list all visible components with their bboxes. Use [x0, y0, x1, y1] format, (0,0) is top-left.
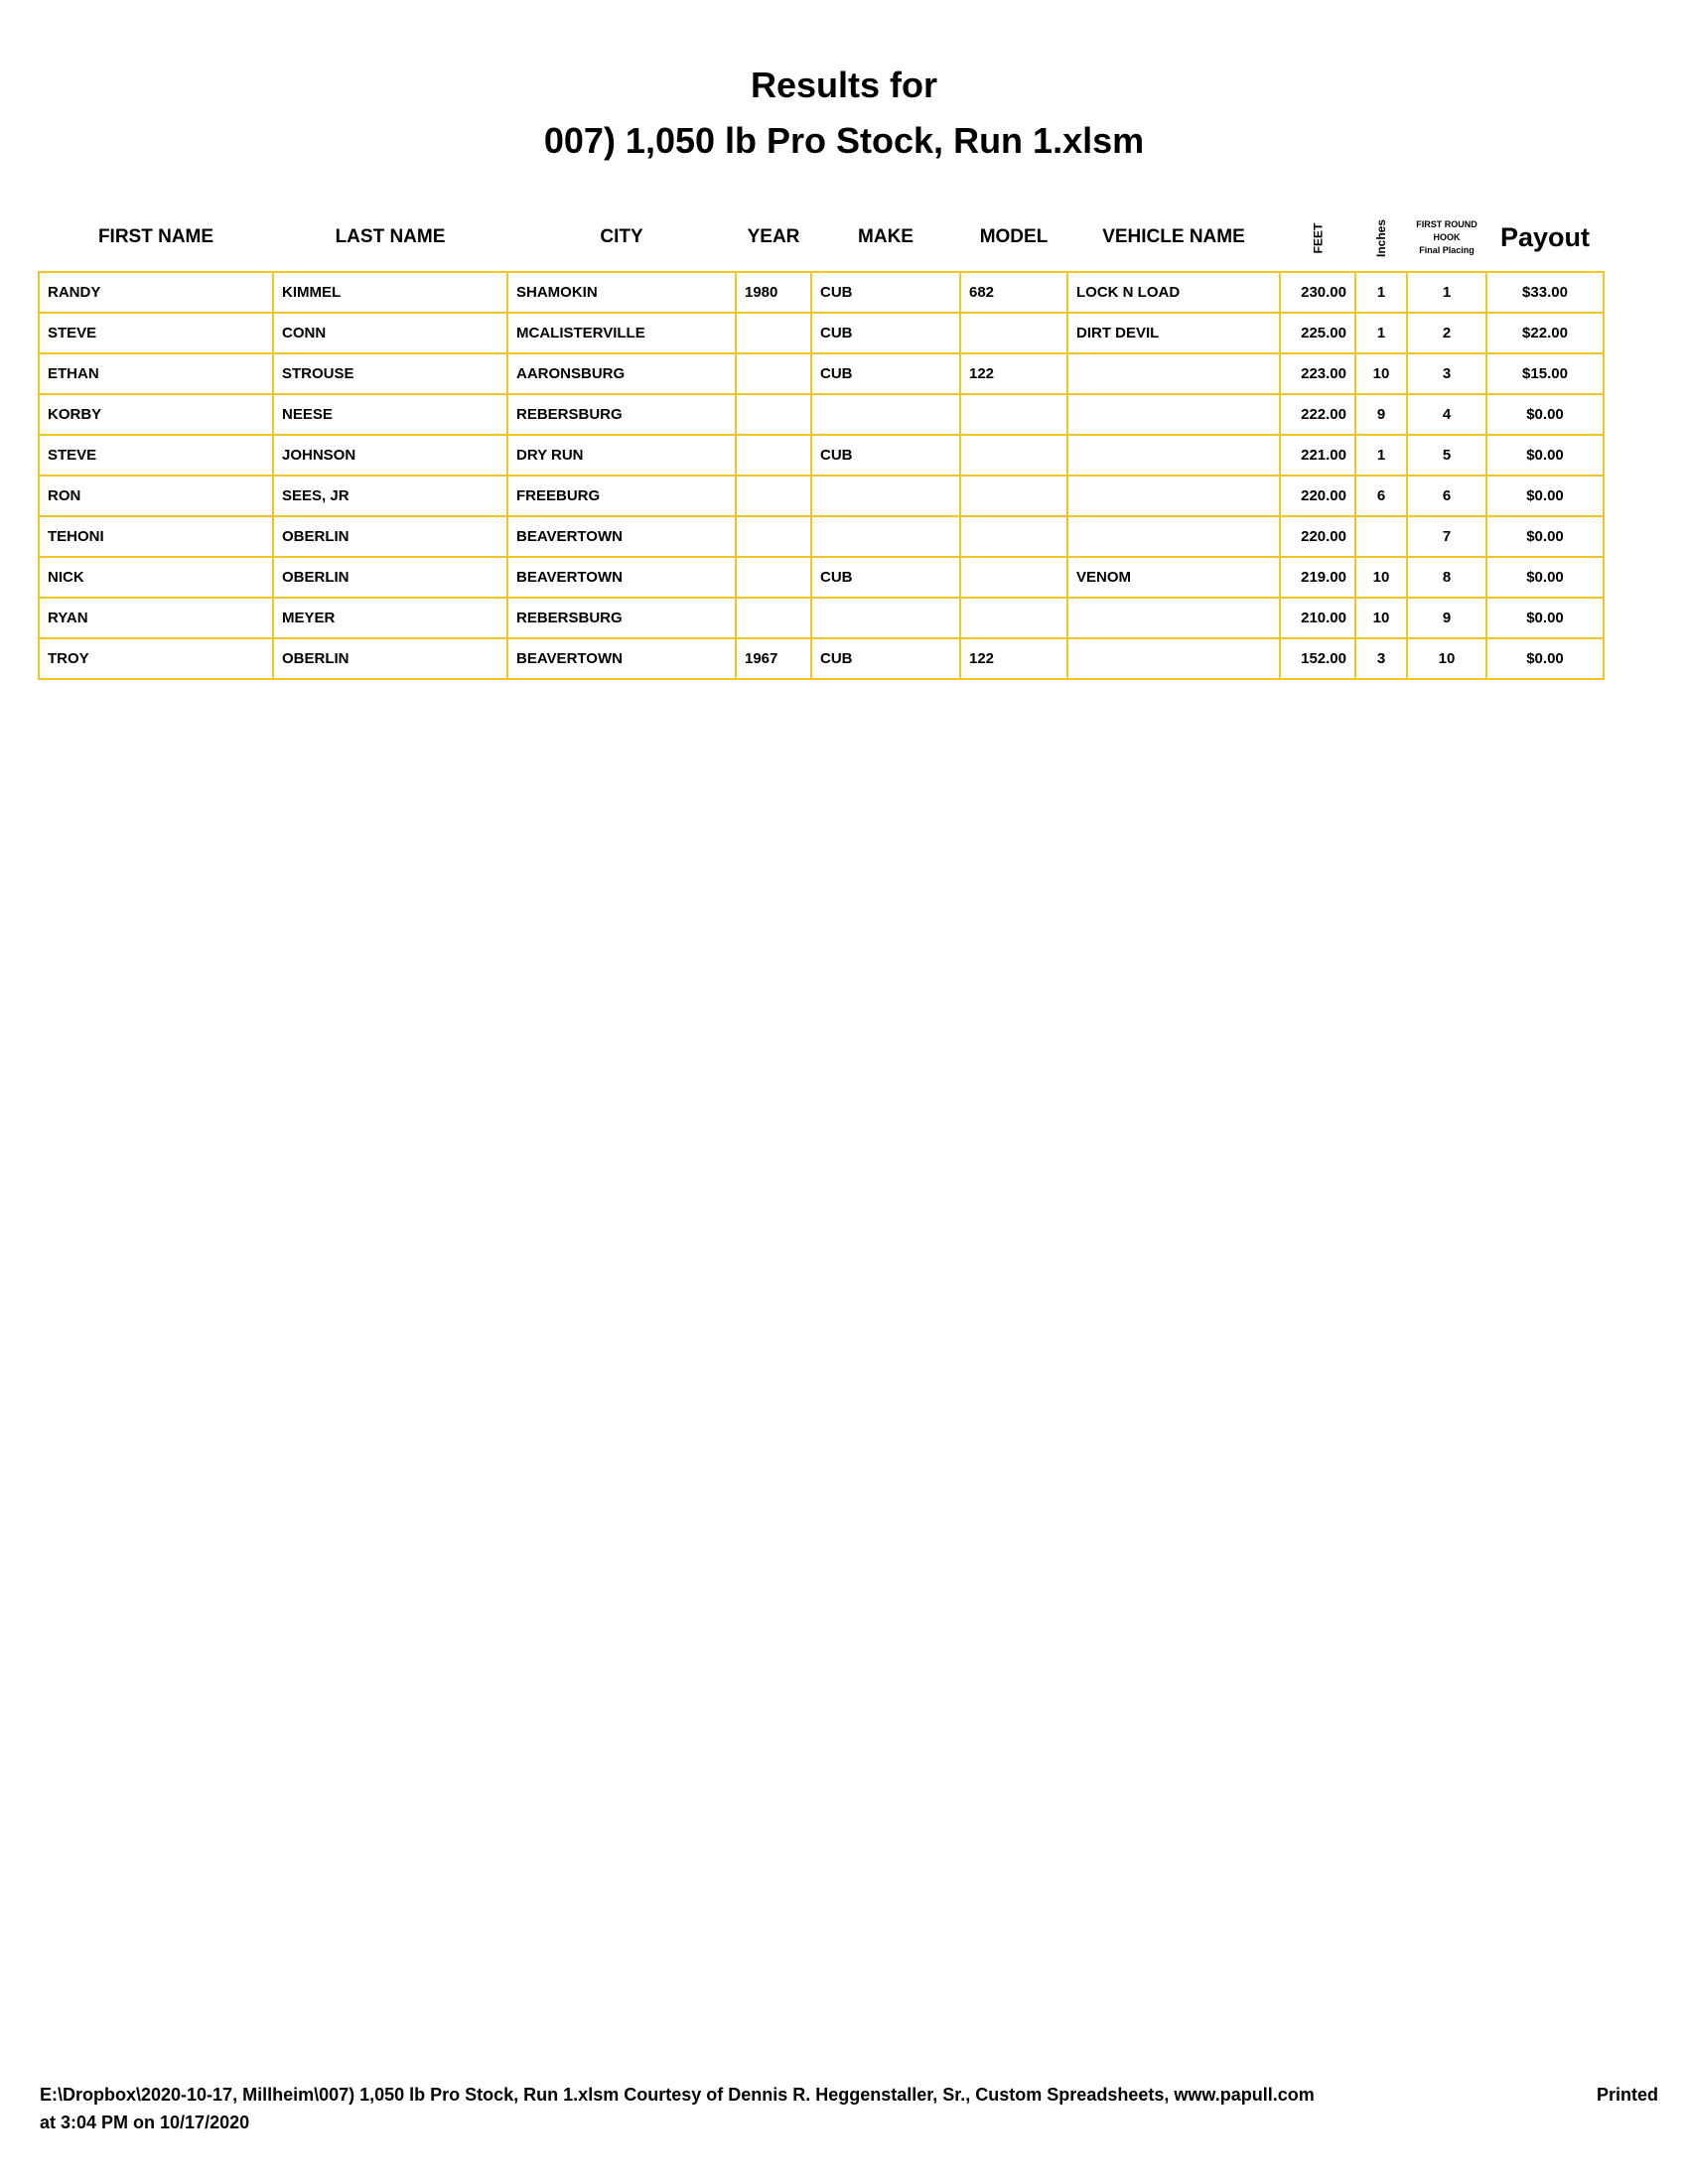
first-name-cell: STEVE	[39, 435, 273, 476]
inches-cell: 10	[1355, 353, 1407, 394]
last-name-cell: SEES, JR	[273, 476, 507, 516]
col-placing-line1: FIRST ROUND	[1416, 218, 1477, 229]
vehicle-name-cell	[1067, 394, 1280, 435]
col-last-name: LAST NAME	[335, 226, 446, 247]
footer	[40, 2081, 1658, 2136]
col-first-name: FIRST NAME	[97, 226, 214, 247]
last-name-cell: JOHNSON	[273, 435, 507, 476]
last-name-cell: NEESE	[273, 394, 507, 435]
payout-cell: $22.00	[1486, 313, 1604, 353]
vehicle-name-cell	[1067, 598, 1280, 638]
col-year: YEAR	[747, 226, 800, 247]
last-name-cell: OBERLIN	[273, 557, 507, 598]
inches-cell: 10	[1355, 598, 1407, 638]
col-placing-line3: Final Placing	[1419, 244, 1475, 255]
make-cell	[811, 516, 960, 557]
feet-cell: 220.00	[1280, 476, 1355, 516]
footer-path: E:\Dropbox\2020-10-17, Millheim\007) 1,050 lb Pro Stock, Run 1.xlsm Courtesy of Dennis R. Heggenstaller, Sr., Custom Spreadsheets, www.papull.com	[40, 2085, 1315, 2105]
make-cell: CUB	[811, 557, 960, 598]
page-title: Results for	[750, 65, 938, 105]
year-cell	[736, 516, 811, 557]
col-city: CITY	[600, 226, 643, 247]
year-cell	[736, 476, 811, 516]
col-feet-label: FEET	[1310, 222, 1325, 254]
feet-cell: 222.00	[1280, 394, 1355, 435]
footer-timestamp: at 3:04 PM on 10/17/2020	[40, 2113, 250, 2132]
feet-cell: 152.00	[1280, 638, 1355, 679]
vehicle-name-cell	[1067, 476, 1280, 516]
city-cell: DRY RUN	[507, 435, 736, 476]
feet-cell: 221.00	[1280, 435, 1355, 476]
model-cell	[960, 476, 1067, 516]
model-cell: 122	[960, 638, 1067, 679]
city-cell: BEAVERTOWN	[507, 557, 736, 598]
city-cell: REBERSBURG	[507, 598, 736, 638]
first-name-cell: RANDY	[39, 272, 273, 313]
year-cell	[736, 353, 811, 394]
table-row	[39, 313, 1604, 353]
city-cell: AARONSBURG	[507, 353, 736, 394]
inches-cell: 1	[1355, 435, 1407, 476]
first-name-cell: KORBY	[39, 394, 273, 435]
placing-cell: 4	[1407, 394, 1486, 435]
city-cell: BEAVERTOWN	[507, 516, 736, 557]
header-row	[39, 204, 1604, 272]
model-cell	[960, 313, 1067, 353]
make-cell: CUB	[811, 435, 960, 476]
first-name-cell: RYAN	[39, 598, 273, 638]
make-cell	[811, 394, 960, 435]
col-inches-label: Inches	[1373, 218, 1388, 258]
col-placing-line2: HOOK	[1433, 231, 1461, 242]
table-row	[39, 598, 1604, 638]
payout-cell: $0.00	[1486, 476, 1604, 516]
table-row	[39, 394, 1604, 435]
year-cell	[736, 313, 811, 353]
first-name-cell: TROY	[39, 638, 273, 679]
inches-cell: 1	[1355, 272, 1407, 313]
year-cell	[736, 598, 811, 638]
vehicle-name-cell: VENOM	[1067, 557, 1280, 598]
city-cell: MCALISTERVILLE	[507, 313, 736, 353]
footer-printed: Printed	[1596, 2085, 1658, 2105]
year-cell	[736, 394, 811, 435]
col-payout: Payout	[1499, 221, 1591, 252]
placing-cell: 1	[1407, 272, 1486, 313]
make-cell	[811, 476, 960, 516]
table-row	[39, 638, 1604, 679]
city-cell: SHAMOKIN	[507, 272, 736, 313]
last-name-cell: KIMMEL	[273, 272, 507, 313]
last-name-cell: CONN	[273, 313, 507, 353]
year-cell	[736, 557, 811, 598]
table-row	[39, 476, 1604, 516]
year-cell: 1967	[736, 638, 811, 679]
model-cell	[960, 557, 1067, 598]
vehicle-name-cell: DIRT DEVIL	[1067, 313, 1280, 353]
col-feet	[1280, 204, 1355, 272]
last-name-cell: MEYER	[273, 598, 507, 638]
model-cell	[960, 516, 1067, 557]
payout-cell: $0.00	[1486, 598, 1604, 638]
model-cell	[960, 598, 1067, 638]
inches-cell: 9	[1355, 394, 1407, 435]
payout-cell: $33.00	[1486, 272, 1604, 313]
payout-cell: $0.00	[1486, 394, 1604, 435]
year-cell: 1980	[736, 272, 811, 313]
placing-cell: 10	[1407, 638, 1486, 679]
feet-cell: 223.00	[1280, 353, 1355, 394]
make-cell: CUB	[811, 638, 960, 679]
placing-cell: 2	[1407, 313, 1486, 353]
model-cell: 682	[960, 272, 1067, 313]
vehicle-name-cell	[1067, 435, 1280, 476]
inches-cell: 6	[1355, 476, 1407, 516]
inches-cell: 3	[1355, 638, 1407, 679]
vehicle-name-cell	[1067, 353, 1280, 394]
last-name-cell: STROUSE	[273, 353, 507, 394]
placing-cell: 9	[1407, 598, 1486, 638]
vehicle-name-cell	[1067, 516, 1280, 557]
payout-cell: $0.00	[1486, 638, 1604, 679]
feet-cell: 230.00	[1280, 272, 1355, 313]
vehicle-name-cell	[1067, 638, 1280, 679]
model-cell	[960, 435, 1067, 476]
col-inches	[1355, 204, 1407, 272]
col-vehicle-name: VEHICLE NAME	[1102, 226, 1245, 247]
feet-cell: 219.00	[1280, 557, 1355, 598]
make-cell	[811, 598, 960, 638]
inches-cell	[1355, 516, 1407, 557]
payout-cell: $15.00	[1486, 353, 1604, 394]
col-model: MODEL	[979, 226, 1049, 247]
make-cell: CUB	[811, 353, 960, 394]
table-row	[39, 435, 1604, 476]
file-title: 007) 1,050 lb Pro Stock, Run 1.xlsm	[543, 120, 1145, 161]
table-row	[39, 272, 1604, 313]
vehicle-name-cell: LOCK N LOAD	[1067, 272, 1280, 313]
first-name-cell: STEVE	[39, 313, 273, 353]
results-table	[38, 204, 1605, 680]
feet-cell: 220.00	[1280, 516, 1355, 557]
table-row	[39, 557, 1604, 598]
col-placing	[1407, 204, 1486, 272]
first-name-cell: TEHONI	[39, 516, 273, 557]
inches-cell: 10	[1355, 557, 1407, 598]
first-name-cell: ETHAN	[39, 353, 273, 394]
city-cell: BEAVERTOWN	[507, 638, 736, 679]
city-cell: FREEBURG	[507, 476, 736, 516]
city-cell: REBERSBURG	[507, 394, 736, 435]
placing-cell: 8	[1407, 557, 1486, 598]
col-make: MAKE	[858, 226, 914, 247]
placing-cell: 6	[1407, 476, 1486, 516]
payout-cell: $0.00	[1486, 516, 1604, 557]
placing-cell: 3	[1407, 353, 1486, 394]
feet-cell: 210.00	[1280, 598, 1355, 638]
year-cell	[736, 435, 811, 476]
last-name-cell: OBERLIN	[273, 516, 507, 557]
make-cell: CUB	[811, 313, 960, 353]
payout-cell: $0.00	[1486, 435, 1604, 476]
payout-cell: $0.00	[1486, 557, 1604, 598]
first-name-cell: RON	[39, 476, 273, 516]
table-row	[39, 353, 1604, 394]
first-name-cell: NICK	[39, 557, 273, 598]
inches-cell: 1	[1355, 313, 1407, 353]
make-cell: CUB	[811, 272, 960, 313]
table-row	[39, 516, 1604, 557]
feet-cell: 225.00	[1280, 313, 1355, 353]
placing-cell: 7	[1407, 516, 1486, 557]
last-name-cell: OBERLIN	[273, 638, 507, 679]
model-cell: 122	[960, 353, 1067, 394]
model-cell	[960, 394, 1067, 435]
placing-cell: 5	[1407, 435, 1486, 476]
